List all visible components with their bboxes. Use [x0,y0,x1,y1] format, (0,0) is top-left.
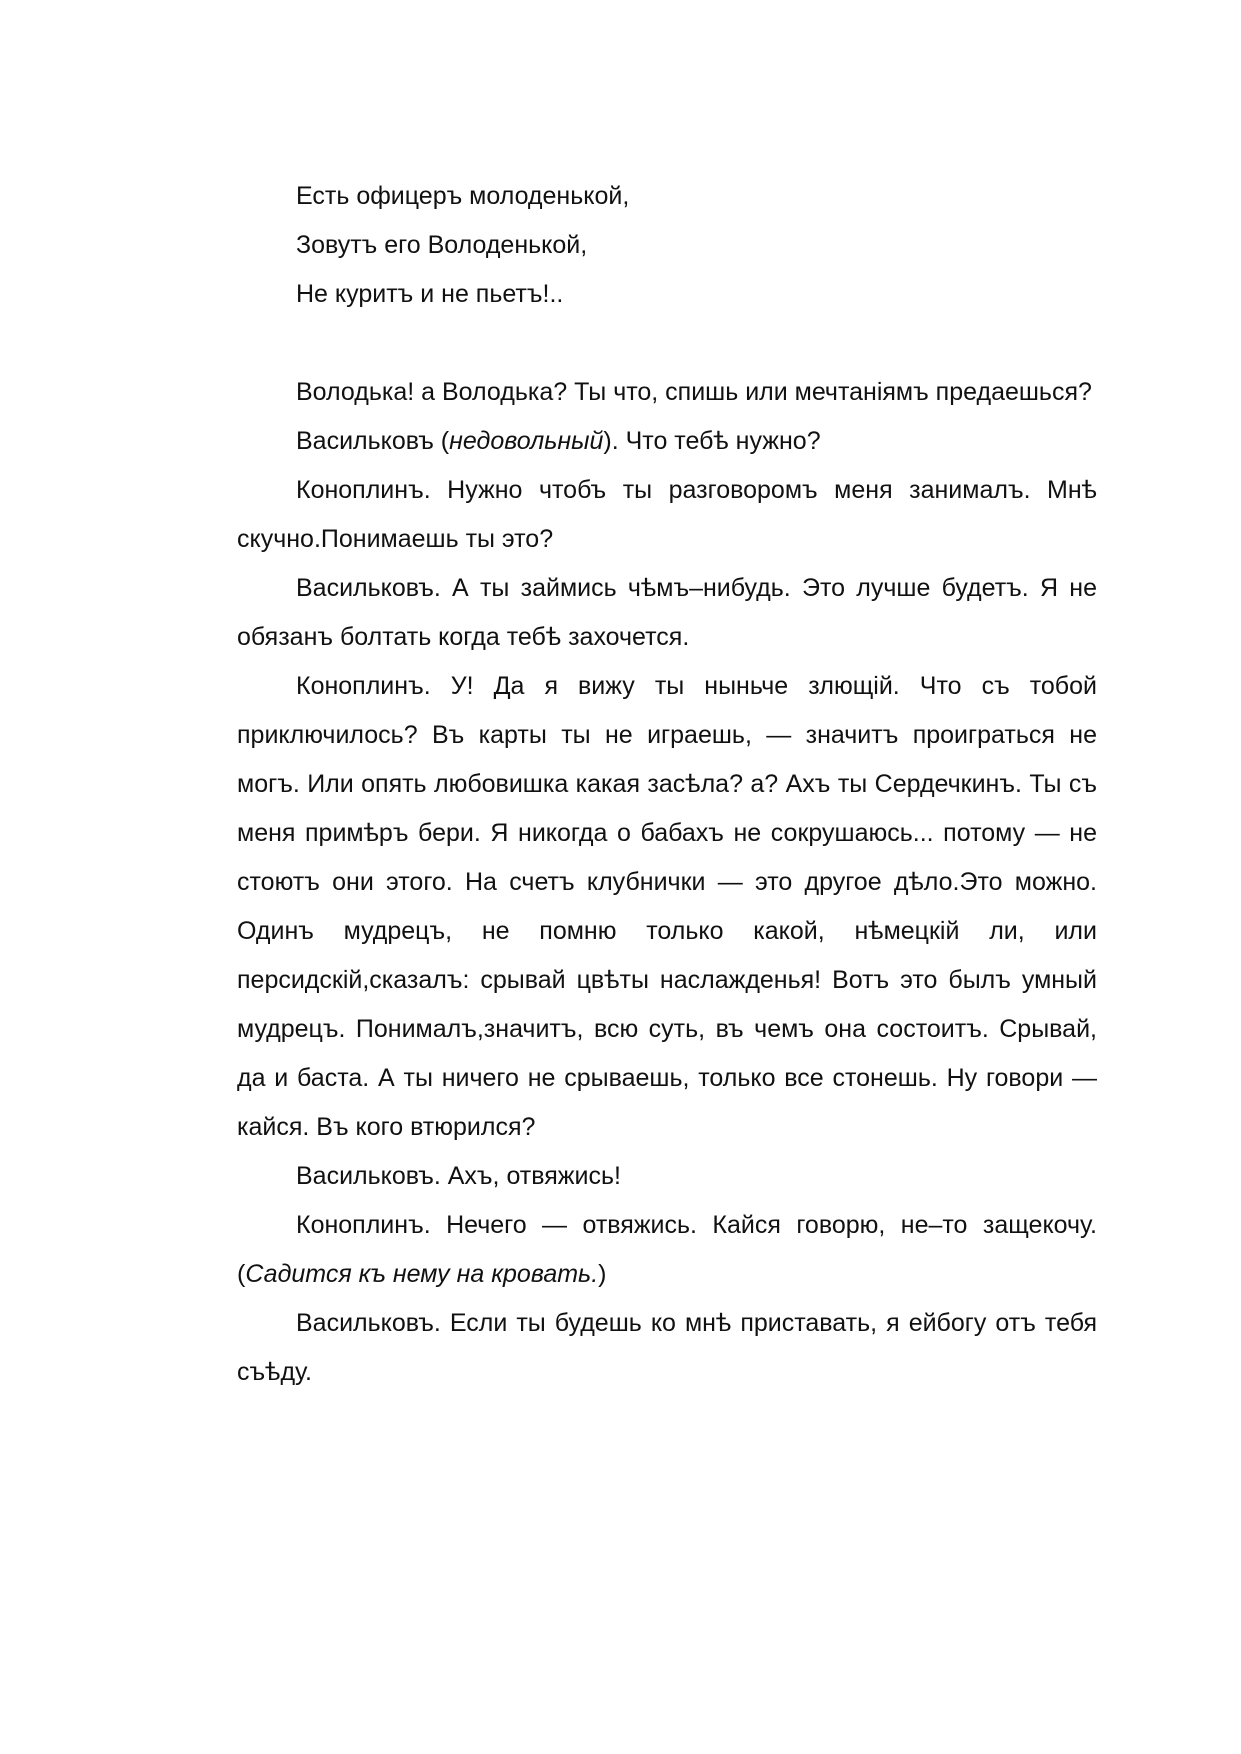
dialogue-paragraph [237,662,1097,1152]
speaker-name: Васильковъ [296,427,434,455]
stage-direction: недовольный [449,427,604,455]
paragraph-text: . А ты займись чѣмъ–нибудь. Это лучше будетъ. Я не обязанъ болтать когда тебѣ захочется. [237,574,1097,651]
dialogue-paragraph [237,1152,1097,1201]
speaker-name: Коноплинъ [296,672,424,700]
paragraph-text: . Ахъ, отвяжись! [433,1162,621,1190]
speaker-name: Васильковъ [296,1309,434,1337]
paragraph-text: ) [598,1260,607,1288]
dialogue-paragraph [237,1201,1097,1299]
speaker-name: Васильковъ [296,574,434,602]
paragraph-text: . Нечего — отвяжись. Кайся говорю, не–то защекочу. ( [237,1211,1097,1288]
paragraph-text: . Если ты будешь ко мнѣ приставать, я ейбогу отъ тебя съѣду. [237,1309,1097,1386]
dialogue-paragraph [237,1299,1097,1397]
dialogue-paragraph [237,368,1097,417]
dialogue-paragraph [237,564,1097,662]
dialogue-paragraph [237,417,1097,466]
verse-line: Не куритъ и не пьетъ!.. [296,280,564,308]
paragraph-text: . У! Да я вижу ты ныньче злющій. Что съ тобой приключилось? Въ карты ты не играешь, — значитъ проиграться не могъ. Или опять любовишка какая засѣла? а? Ахъ ты Сердечкинъ. Ты съ меня примѣръ бери. Я никогда о бабахъ не сокрушаюсь... потому — не стоютъ они этого. На счетъ клубнички — это другое дѣло.Это можно. Одинъ мудрецъ, не помню только какой, нѣмецкій ли, или персидскій,сказалъ: срывай цвѣты наслажденья! Вотъ это былъ умный мудрецъ. Понималъ,значитъ, всю суть, въ чемъ она состоитъ. Срывай, да и баста. А ты ничего не срываешь, только все стонешь. Ну говори — кайся. Въ кого втюрился? [237,672,1097,1141]
verse-line: Есть офицеръ молоденькой, [296,182,630,210]
paragraph-text: . Нужно чтобъ ты разговоромъ меня занималъ. Мнѣ скучно.Понимаешь ты это? [237,476,1097,553]
stage-direction: Садится къ нему на кровать. [245,1260,599,1288]
verse-line: Зовутъ его Володенькой, [296,231,588,259]
speaker-name: Коноплинъ [296,476,424,504]
speaker-name: Васильковъ [296,1162,434,1190]
paragraph-text: ( [433,427,450,455]
document-page [237,172,1097,1397]
paragraph-text: Володька! а Володька? Ты что, спишь или мечтаніямъ предаешься? [296,378,1092,406]
dialogue-paragraph [237,466,1097,564]
speaker-name: Коноплинъ [296,1211,424,1239]
paragraph-text: ). Что тебѣ нужно? [603,427,821,455]
verse-block [237,172,1097,319]
